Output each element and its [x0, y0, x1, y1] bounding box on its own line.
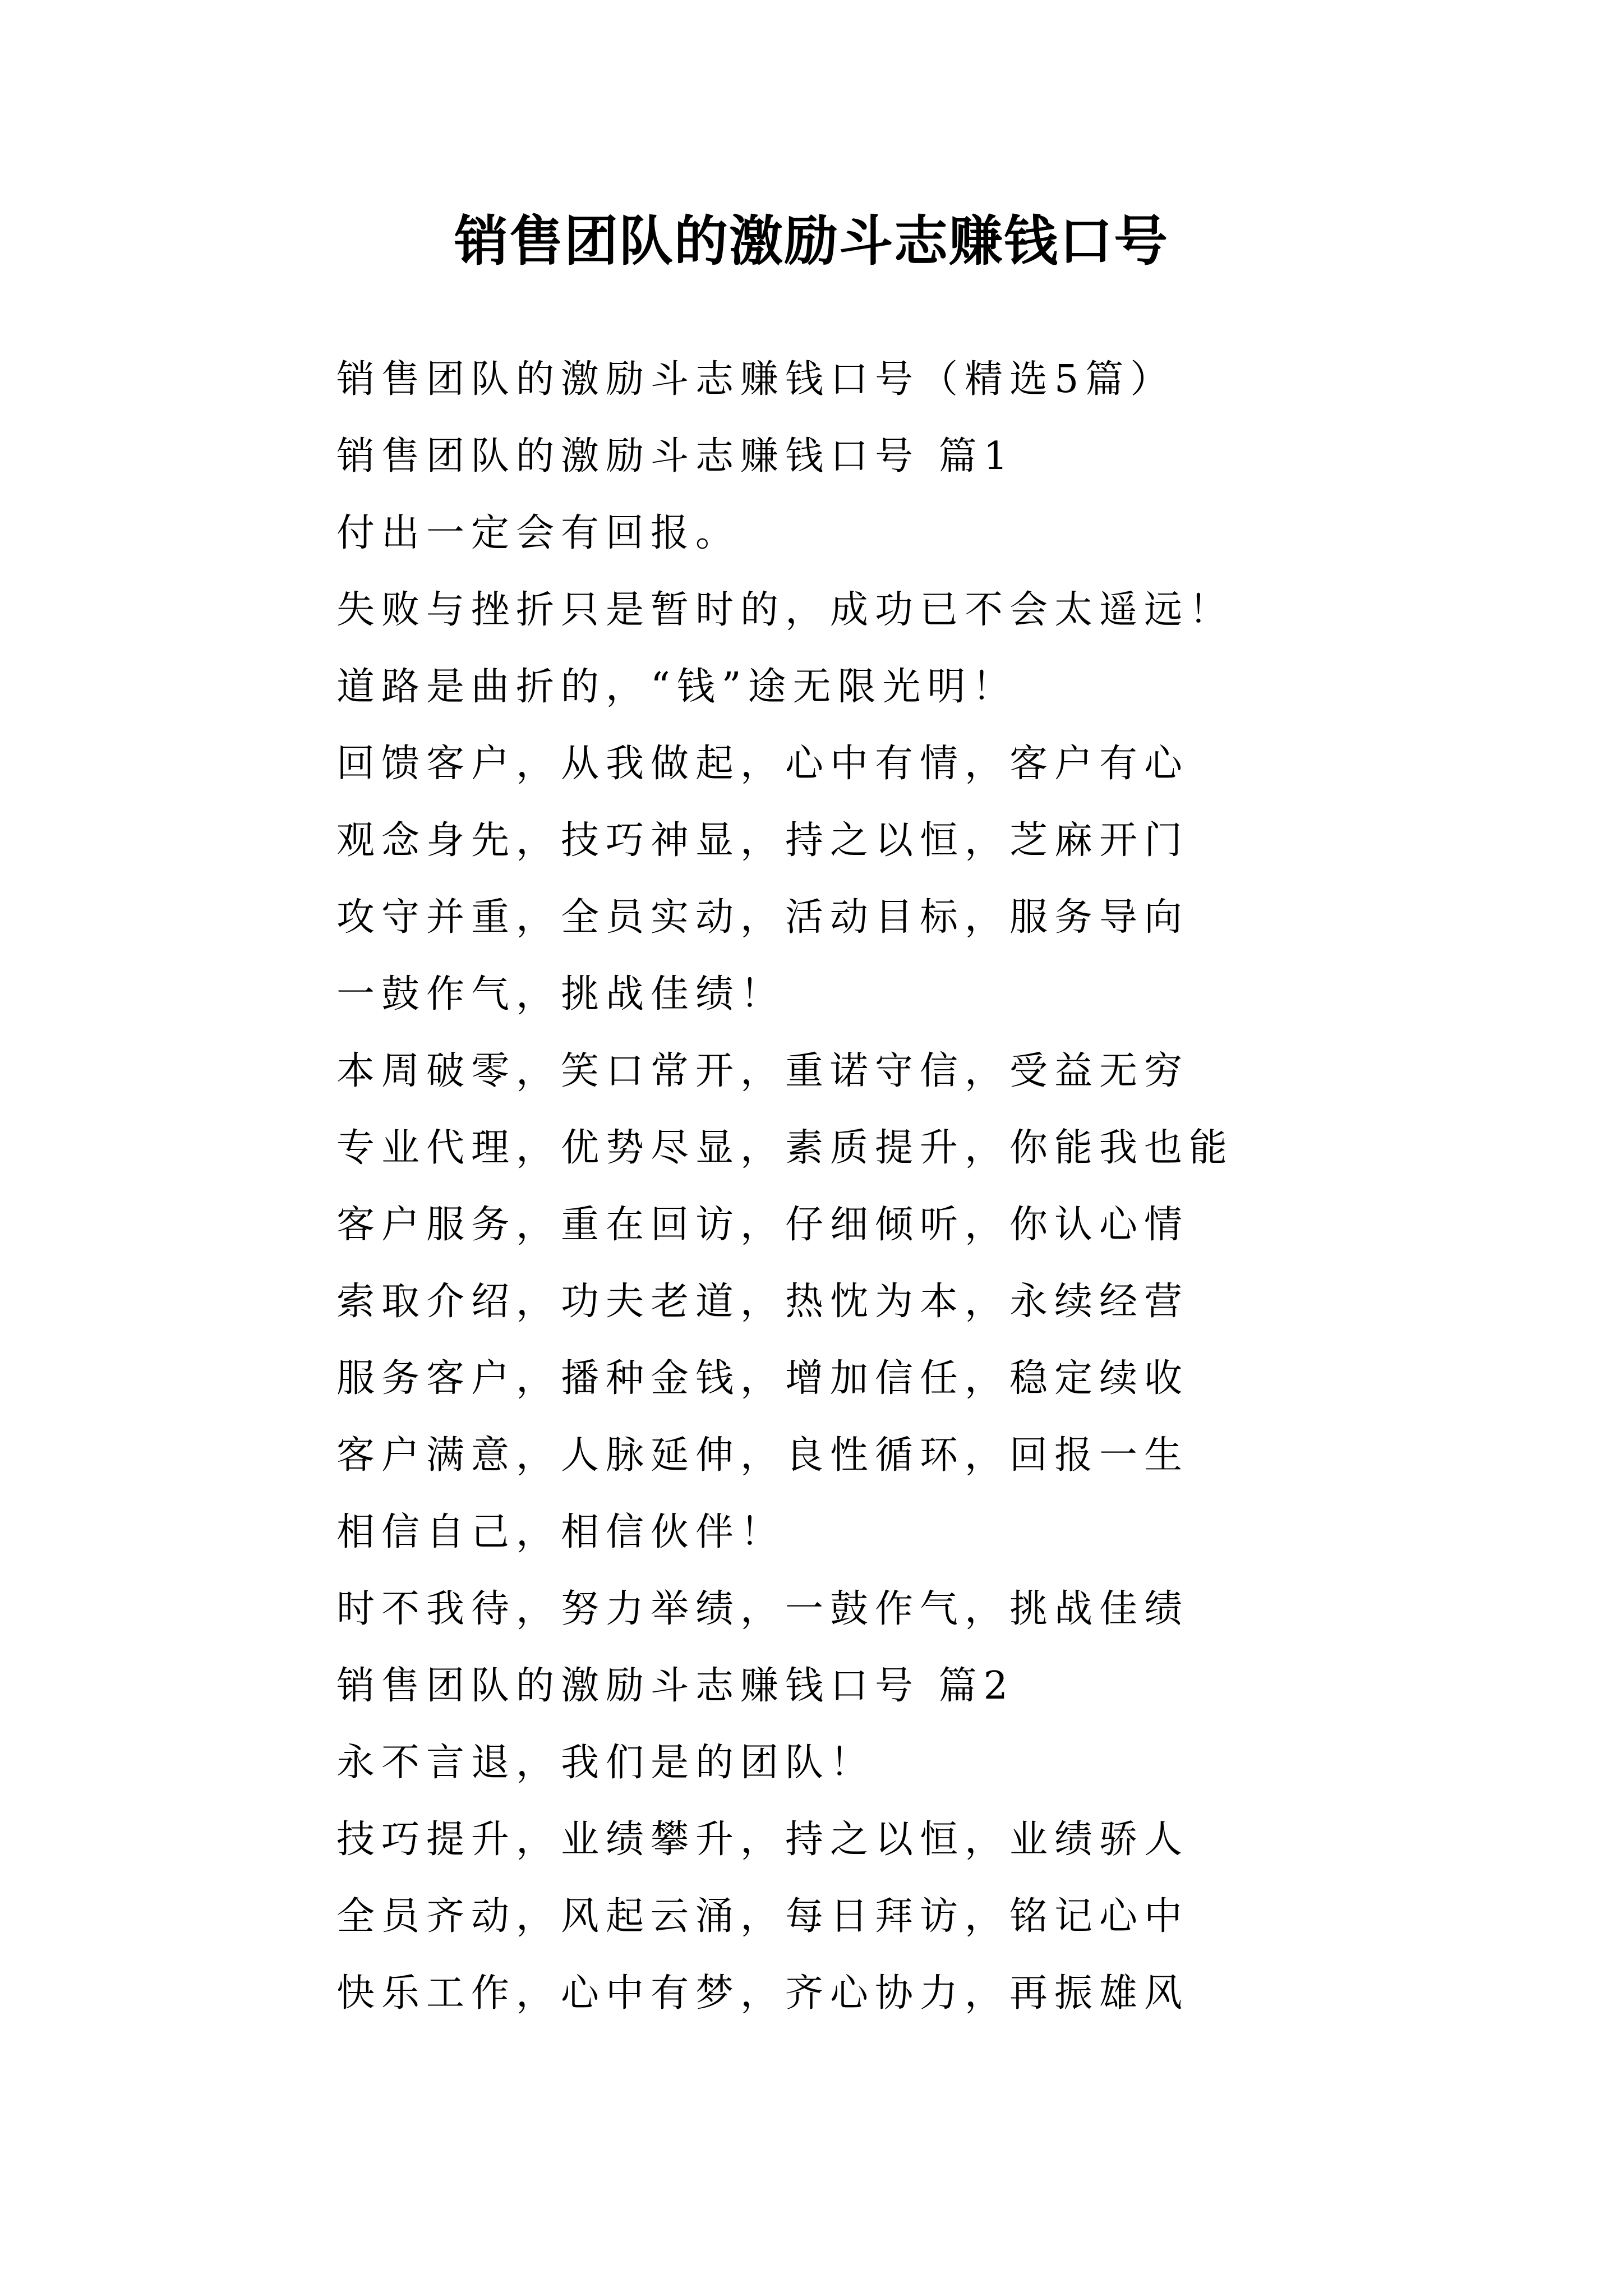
slogan-line: 全员齐动，风起云涌，每日拜访，铭记心中 [336, 1894, 1189, 1939]
slogan-line: 快乐工作，心中有梦，齐心协力，再振雄风 [336, 1971, 1189, 2016]
slogan-line: 付出一定会有回报。 [336, 511, 741, 555]
slogan-line: 攻守并重，全员实动，活动目标，服务导向 [336, 895, 1189, 940]
slogan-line: 相信自己，相信伙伴！ [336, 1510, 786, 1554]
slogan-line: 永不言退，我们是的团队！ [336, 1741, 875, 1785]
slogan-line: 时不我待，努力举绩，一鼓作气，挑战佳绩 [336, 1587, 1189, 1631]
document-title: 销售团队的激励斗志赚钱口号 [454, 209, 1169, 273]
section-heading-2: 销售团队的激励斗志赚钱口号 篇2 [336, 1664, 1015, 1708]
slogan-line: 观念身先，技巧神显，持之以恒，芝麻开门 [336, 818, 1189, 863]
slogan-line: 专业代理，优势尽显，素质提升，你能我也能 [336, 1126, 1234, 1170]
slogan-line: 回馈客户，从我做起，心中有情，客户有心 [336, 742, 1189, 786]
slogan-line: 道路是曲折的，“钱”途无限光明！ [336, 665, 1017, 709]
slogan-line: 失败与挫折只是暂时的，成功已不会太遥远！ [336, 588, 1234, 632]
section-heading-1: 销售团队的激励斗志赚钱口号 篇1 [336, 434, 1015, 478]
slogan-line: 客户满意，人脉延伸，良性循环，回报一生 [336, 1433, 1189, 1478]
document-body [336, 341, 1514, 2032]
slogan-line: 一鼓作气，挑战佳绩！ [336, 972, 786, 1016]
slogan-line: 服务客户，播种金钱，增加信任，稳定续收 [336, 1356, 1189, 1401]
slogan-line: 本周破零，笑口常开，重诺守信，受益无穷 [336, 1049, 1189, 1093]
intro-line: 销售团队的激励斗志赚钱口号（精选5篇） [336, 357, 1175, 402]
slogan-line: 索取介绍，功夫老道，热忱为本，永续经营 [336, 1280, 1189, 1324]
slogan-line: 客户服务，重在回访，仔细倾听，你认心情 [336, 1203, 1189, 1247]
slogan-line: 技巧提升，业绩攀升，持之以恒，业绩骄人 [336, 1818, 1189, 1862]
